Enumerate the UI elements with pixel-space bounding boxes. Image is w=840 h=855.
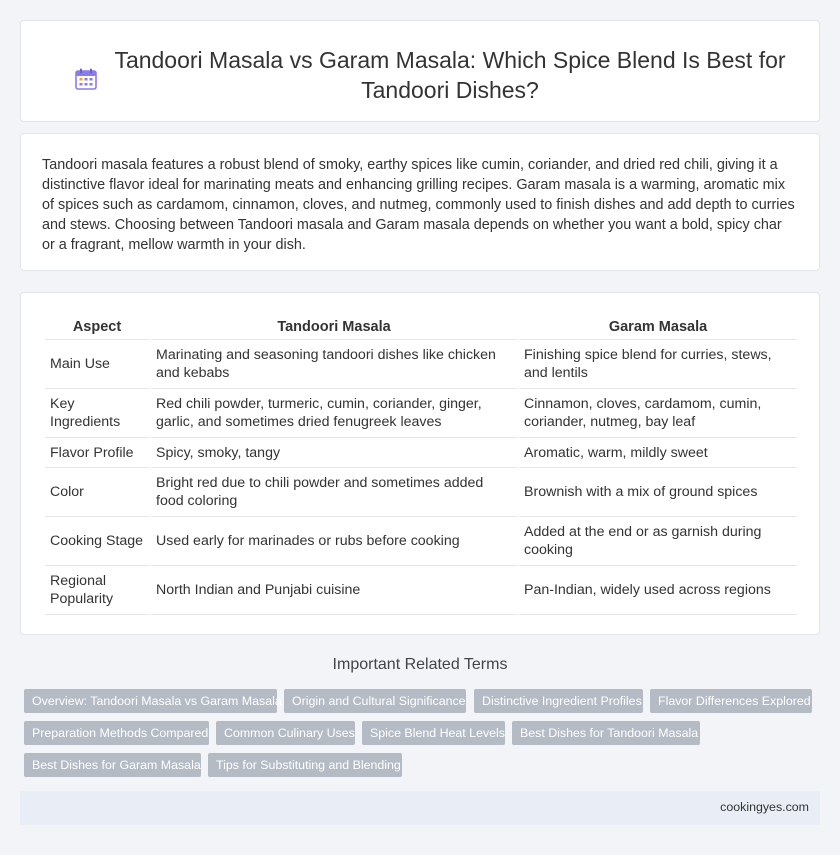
header-tandoori: Tandoori Masala — [151, 315, 517, 340]
related-term-tag[interactable]: Common Culinary Uses — [216, 721, 355, 745]
comparison-table — [43, 315, 799, 615]
header-aspect: Aspect — [45, 315, 149, 340]
table-row — [45, 389, 797, 438]
row-tandoori: Red chili powder, turmeric, cumin, coriander, ginger, garlic, and sometimes dried fenugreek leaves — [151, 389, 517, 438]
related-term-tag[interactable]: Best Dishes for Garam Masala — [24, 753, 201, 777]
related-term-tag[interactable]: Best Dishes for Tandoori Masala — [512, 721, 700, 745]
intro-card — [20, 133, 820, 271]
related-term-tag[interactable]: Preparation Methods Compared — [24, 721, 209, 745]
row-garam: Pan-Indian, widely used across regions — [519, 566, 797, 615]
row-tandoori: Used early for marinades or rubs before cooking — [151, 517, 517, 566]
row-aspect: Main Use — [45, 340, 149, 389]
header-garam: Garam Masala — [519, 315, 797, 340]
row-garam: Aromatic, warm, mildly sweet — [519, 438, 797, 468]
row-garam: Added at the end or as garnish during cooking — [519, 517, 797, 566]
row-garam: Finishing spice blend for curries, stews, and lentils — [519, 340, 797, 389]
related-term-tag[interactable]: Flavor Differences Explored — [650, 689, 812, 713]
table-row — [45, 340, 797, 389]
table-row — [45, 468, 797, 517]
related-term-tag[interactable]: Spice Blend Heat Levels — [362, 721, 505, 745]
row-tandoori: Bright red due to chili powder and sometimes added food coloring — [151, 468, 517, 517]
intro-paragraph: Tandoori masala features a robust blend of smoky, earthy spices like cumin, coriander, and dried red chili, giving it a distinctive flavor ideal for marinating meats and enhancing grilling recipes. Garam masala is a warming, aromatic mix of spices such as cardamom, cinnamon, cloves, and nutmeg, commonly used to finish dishes and add depth to curries and stews. Choosing between Tandoori masala and Garam masala depends on whether you want a bold, spicy char or a fragrant, mellow warmth in your dish. — [42, 157, 795, 253]
row-aspect: Regional Popularity — [45, 566, 149, 615]
related-term-tag[interactable]: Overview: Tandoori Masala vs Garam Masala — [24, 689, 277, 713]
row-tandoori: Spicy, smoky, tangy — [151, 438, 517, 468]
page-title: Tandoori Masala vs Garam Masala: Which Spice Blend Is Best for Tandoori Dishes? — [114, 47, 786, 103]
row-aspect: Key Ingredients — [45, 389, 149, 438]
related-term-tag[interactable]: Distinctive Ingredient Profiles — [474, 689, 643, 713]
title-card — [20, 20, 820, 122]
footer-site-link[interactable]: cookingyes.com — [720, 800, 809, 814]
related-terms-title: Important Related Terms — [332, 656, 508, 673]
table-row — [45, 438, 797, 468]
related-term-tag[interactable]: Tips for Substituting and Blending — [208, 753, 402, 777]
table-row — [45, 517, 797, 566]
row-aspect: Color — [45, 468, 149, 517]
table-header-row — [45, 315, 797, 340]
row-aspect: Cooking Stage — [45, 517, 149, 566]
calendar-icon — [74, 67, 98, 91]
related-term-tag[interactable]: Origin and Cultural Significance — [284, 689, 466, 713]
table-row — [45, 566, 797, 615]
row-aspect: Flavor Profile — [45, 438, 149, 468]
row-garam: Brownish with a mix of ground spices — [519, 468, 797, 517]
comparison-card — [20, 292, 820, 635]
row-tandoori: North Indian and Punjabi cuisine — [151, 566, 517, 615]
row-tandoori: Marinating and seasoning tandoori dishes like chicken and kebabs — [151, 340, 517, 389]
row-garam: Cinnamon, cloves, cardamom, cumin, coriander, nutmeg, bay leaf — [519, 389, 797, 438]
footer-bar — [20, 791, 820, 825]
